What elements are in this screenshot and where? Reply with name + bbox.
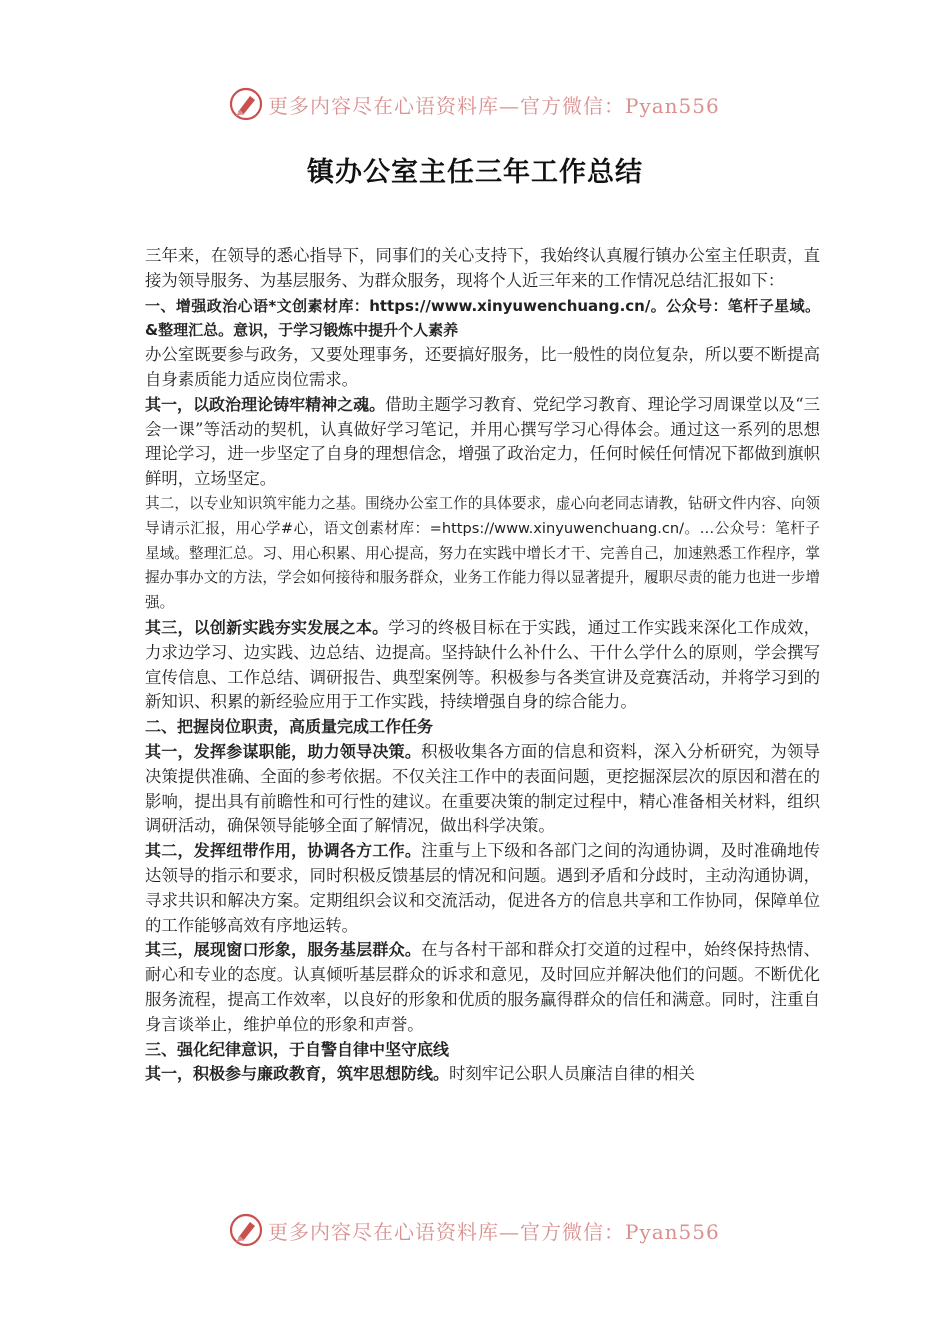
paragraph-1-lead: 其一，以政治理论铸牢精神之魂。 — [145, 394, 386, 414]
paragraph-7 — [145, 1062, 820, 1087]
paragraph-7-lead: 其一，积极参与廉政教育，筑牢思想防线。 — [145, 1064, 450, 1084]
paragraph-1 — [145, 393, 820, 492]
paragraph-3-lead: 其三，以创新实践夯实发展之本。 — [145, 617, 389, 637]
section-heading-2: 二、把握岗位职责，高质量完成工作任务 — [145, 717, 434, 737]
intro-paragraph: 三年来，在领导的悉心指导下，同事们的关心支持下，我始终认真履行镇办公室主任职责，直接为领导服务、为基层服务、为群众服务，现将个人近三年来的工作情况总结汇报如下： — [145, 246, 820, 290]
paragraph-1-text: 借助主题学习教育、党纪学习教育、理论学习周课堂以及“三会一课”等活动的契机，认真做好学习笔记，并用心撰写学习心得体会。通过这一系列的思想理论学习，进一步坚定了自身的理想信念，增强了政治定力，任何时候任何情况下都做到旗帜鲜明，立场坚定。 — [145, 394, 820, 489]
footer-banner — [228, 1210, 728, 1250]
paragraph-6-lead: 其三，展现窗口形象，服务基层群众。 — [145, 940, 422, 960]
paragraph-5 — [145, 839, 820, 938]
pen-nib-logo-icon — [228, 1212, 264, 1248]
paragraph-4 — [145, 740, 820, 839]
section-heading-1: 一、增强政治心语*文创素材库：https://www.xinyuwenchuang.cn/。公众号：笔杆子星域。&整理汇总。意识，于学习锻炼中提升个人素养 — [145, 296, 820, 340]
banner-text: 更多内容尽在心语资料库—官方微信：Pyan556 — [268, 1219, 720, 1244]
banner-text: 更多内容尽在心语资料库—官方微信：Pyan556 — [268, 93, 720, 118]
pen-nib-logo-icon — [228, 86, 264, 122]
paragraph-6-text: 在与各村干部和群众打交道的过程中，始终保持热情、耐心和专业的态度。认真倾听基层群众的诉求和意见，及时回应并解决他们的问题。不断优化服务流程，提高工作效率，以良好的形象和优质的服务赢得群众的信任和满意。同时，注重自身言谈举止，维护单位的形象和声誉。 — [145, 940, 820, 1034]
paragraph-5-text: 注重与上下级和各部门之间的沟通协调，及时准确地传达领导的指示和要求，同时积极反馈基层的情况和问题。遇到矛盾和分歧时，主动沟通协调，寻求共识和解决方案。定期组织会议和交流活动，促进各方的信息共享和工作协同，保障单位的工作能够高效有序地运转。 — [145, 841, 820, 935]
paragraph-4-text: 积极收集各方面的信息和资料，深入分析研究，为领导决策提供准确、全面的参考依据。不仅关注工作中的表面问题，更挖掘深层次的原因和潜在的影响，提出具有前瞻性和可行性的建议。在重要决策的制定过程中，精心准备相关材料，组织调研活动，确保领导能够全面了解情况，做出科学决策。 — [145, 741, 820, 836]
section-heading-3: 三、强化纪律意识，于自警自律中坚守底线 — [145, 1039, 450, 1059]
header-banner — [228, 84, 728, 124]
paragraph-6 — [145, 938, 820, 1037]
section-1-paragraph: 办公室既要参与政务，又要处理事务，还要搞好服务，比一般性的岗位复杂，所以要不断提高自身素质能力适应岗位需求。 — [145, 345, 820, 389]
document-body — [145, 244, 820, 1087]
paragraph-7-text: 时刻牢记公职人员廉洁自律的相关 — [449, 1064, 695, 1084]
paragraph-2: 其二，以专业知识筑牢能力之基。围绕办公室工作的具体要求，虚心向老同志请教，钻研文件内容、向领导请示汇报，用心学#心，语文创素材库：=https://www.xinyuwenchuang.cn/。…公众号：笔杆子星域。整理汇总。习、用心积累、用心提高，努力在实践中增长才干、完善自己，加速熟悉工作程序，掌握办事办文的方法，学会如何接待和服务群众，业务工作能力得以显著提升，履职尽责的能力也进一步增强。 — [145, 494, 820, 612]
paragraph-3 — [145, 616, 820, 715]
document-title: 镇办公室主任三年工作总结 — [307, 157, 643, 188]
paragraph-4-lead: 其一，发挥参谋职能，助力领导决策。 — [145, 741, 422, 761]
paragraph-5-lead: 其二，发挥纽带作用，协调各方工作。 — [145, 841, 422, 861]
paragraph-3-text: 学习的终极目标在于实践，通过工作实践来深化工作成效，力求边学习、边实践、边总结、边提高。坚持缺什么补什么、干什么学什么的原则，学会撰写宣传信息、工作总结、调研报告、典型案例等。积极参与各类宣讲及竞赛活动，并将学习到的新知识、积累的新经验应用于工作实践，持续增强自身的综合能力。 — [145, 617, 820, 712]
